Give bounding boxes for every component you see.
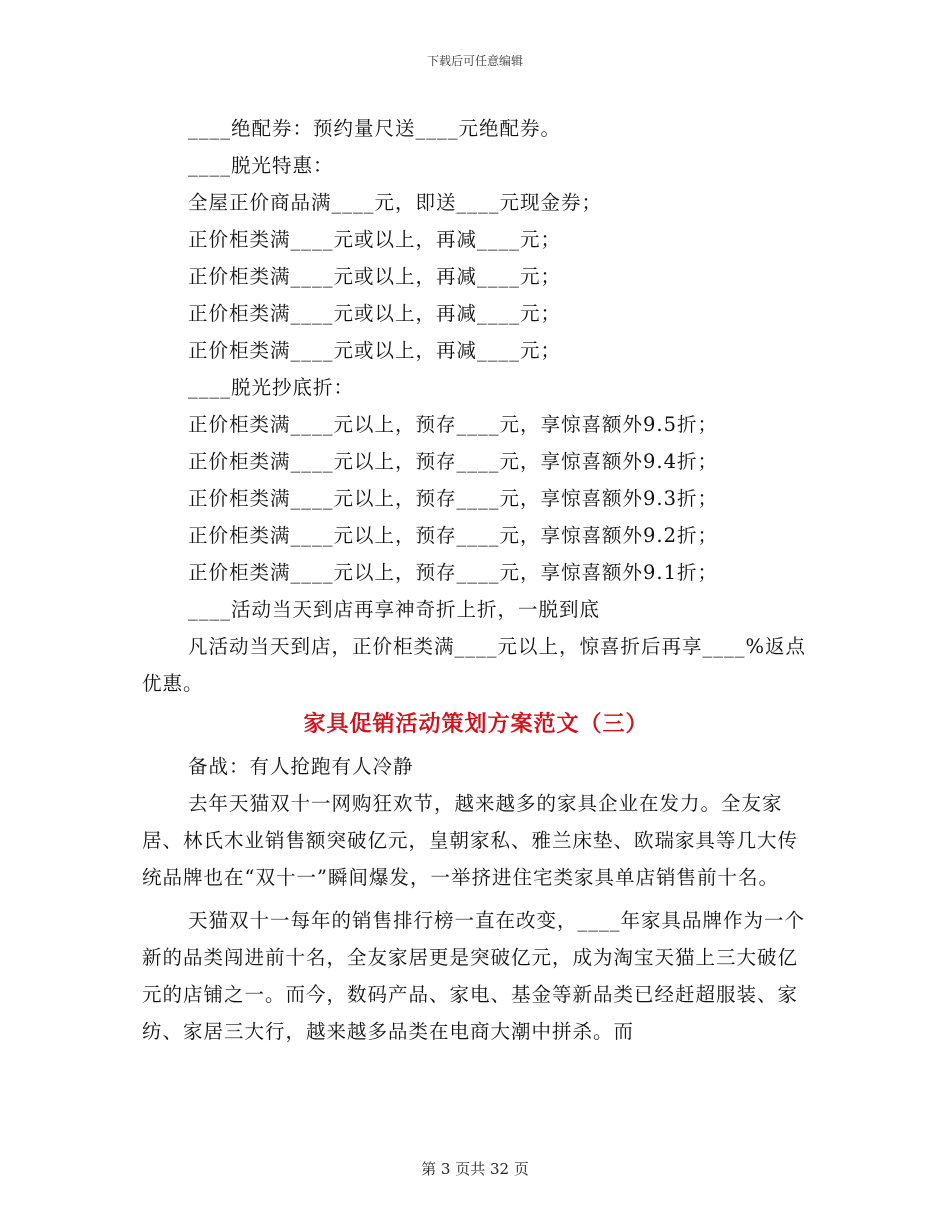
document-body (142, 110, 810, 1050)
text-line: ____脱光特惠： (188, 154, 334, 177)
text-line: 全屋正价商品满____元，即送____元现金券； (188, 191, 603, 214)
text-line: 正价柜类满____元或以上，再减____元； (188, 228, 562, 251)
paragraph: 去年天猫双十一网购狂欢节，越来越多的家具企业在发力。全友家居、林氏木业销售额突破亿元，皇朝家私、雅兰床垫、欧瑞家具等几大传统品牌也在“双十一”瞬间爆发，一举挤进住宅类家具单店销售前十名。 (142, 792, 799, 889)
text-line: 正价柜类满____元以上，预存____元，享惊喜额外9.4折； (188, 450, 719, 473)
text-line: 正价柜类满____元或以上，再减____元； (188, 302, 562, 325)
text-line: 正价柜类满____元以上，预存____元，享惊喜额外9.5折； (188, 413, 719, 436)
text-line: ____绝配券：预约量尺送____元绝配券。 (188, 117, 562, 140)
text-line: 正价柜类满____元以上，预存____元，享惊喜额外9.1折； (188, 561, 719, 584)
text-line: 正价柜类满____元以上，预存____元，享惊喜额外9.3折； (188, 487, 719, 510)
text-line: 正价柜类满____元或以上，再减____元； (188, 265, 562, 288)
section-subtitle: 备战：有人抢跑有人冷静 (188, 755, 414, 778)
text-line: 正价柜类满____元以上，预存____元，享惊喜额外9.2折； (188, 524, 719, 547)
text-line: 正价柜类满____元或以上，再减____元； (188, 339, 562, 362)
page-header: 下载后可任意编辑 (426, 54, 523, 68)
text-line: ____脱光抄底折： (188, 376, 355, 399)
text-line: ____活动当天到店再享神奇折上折，一脱到底 (188, 598, 601, 621)
paragraph: 天猫双十一每年的销售排行榜一直在改变，____年家具品牌作为一个新的品类闯进前十名，全友家居更是突破亿元，成为淘宝天猫上三大破亿元的店铺之一。而今，数码产品、家电、基金等新品类已经赶超服装、家纺、家居三大行，越来越多品类在电商大潮中拼杀。而 (142, 909, 806, 1043)
page-number: 第 3 页共 32 页 (421, 1160, 529, 1178)
text-line: 凡活动当天到店，正价柜类满____元以上，惊喜折后再享____%返点优惠。 (142, 635, 807, 695)
section-heading: 家具促销活动策划方案范文（三） (303, 711, 649, 737)
